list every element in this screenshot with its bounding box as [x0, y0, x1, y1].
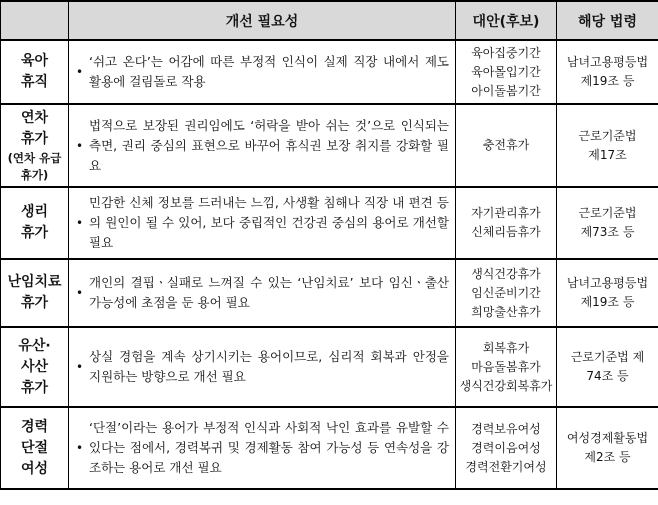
alt-line: 아이돌봄기간: [471, 83, 541, 98]
alt-line: 신체리듬휴가: [471, 225, 541, 239]
bullet-icon: •: [76, 65, 84, 79]
law-cell: [557, 407, 658, 489]
bullet-icon: •: [76, 360, 84, 374]
term-line: 난임치료: [7, 274, 62, 290]
term-line: 휴가: [20, 225, 49, 241]
alt-line: 경력보유여성: [471, 421, 541, 436]
law-line: 74조 등: [586, 369, 629, 383]
term-line: 휴직: [20, 74, 49, 90]
law-line: 제2조 등: [584, 450, 631, 464]
table-row: [1, 327, 658, 407]
need-text: 법적으로 보장된 권리임에도 ‘허락을 받아 쉬는 것’으로 인식되는 측면, 권리 중심의 표현으로 바꾸어 휴식권 보장 취지를 강화할 필요: [89, 117, 449, 173]
need-cell: [69, 104, 456, 187]
term-line: 육아: [20, 53, 49, 69]
bullet-icon: •: [76, 216, 84, 230]
law-line: 제19조 등: [580, 74, 635, 88]
header-alt: 대안(후보): [456, 1, 557, 40]
law-line: 제73조 등: [580, 225, 635, 239]
term-line: 여성: [20, 460, 49, 477]
alt-line: 희망출산휴가: [471, 304, 541, 319]
table-row: [1, 104, 658, 187]
bullet-icon: •: [76, 286, 84, 300]
alt-cell: [456, 407, 557, 489]
alt-line: 마음돌봄휴가: [471, 359, 541, 374]
alt-line: 임신준비기간: [471, 285, 541, 300]
law-cell: [557, 104, 658, 187]
law-cell: [557, 259, 658, 327]
alt-line: 생식건강회복휴가: [459, 378, 553, 393]
term-line: 유산·: [18, 337, 51, 354]
need-text: 민감한 신체 정보를 드러내는 느낌, 사생활 침해나 직장 내 편견 등의 원인이 될 수 있어, 보다 중립적인 건강권 중심의 용어로 개선할 필요: [89, 195, 449, 250]
need-text: 개인의 결핍ㆍ실패로 느껴질 수 있는 ‘난임치료’ 보다 임신ㆍ출산 가능성에 초점을 둔 용어 필요: [89, 275, 449, 310]
table-row: [1, 259, 658, 327]
term-sub-line: (연차 유급: [7, 150, 62, 165]
term-line: 경력: [20, 418, 49, 435]
need-cell: [69, 259, 456, 327]
alt-line: 충전휴가: [482, 138, 530, 152]
need-cell: [69, 407, 456, 489]
need-text: ‘쉬고 온다’는 어감에 따른 부정적 인식이 실제 직장 내에서 제도 활용에 걸림돌로 작용: [89, 54, 449, 89]
alt-line: 회복휴가: [482, 340, 530, 355]
table-row: [1, 40, 658, 104]
term-line: 휴가: [20, 295, 49, 311]
alt-cell: [456, 40, 557, 104]
law-line: 제19조 등: [580, 295, 635, 309]
term-cell: [1, 407, 69, 489]
need-text: 상실 경험을 계속 상기시키는 용어이므로, 심리적 회복과 안정을 지원하는 방향으로 개선 필요: [89, 349, 449, 384]
law-line: 근로기준법: [578, 128, 637, 143]
bullet-icon: •: [76, 441, 84, 455]
alt-line: 경력이음여성: [471, 440, 541, 455]
alt-line: 경력전환기여성: [465, 459, 547, 474]
table-row: [1, 407, 658, 489]
need-cell: [69, 40, 456, 104]
alt-line: 자기관리휴가: [471, 206, 541, 220]
term-line: 생리: [20, 204, 49, 220]
need-cell: [69, 187, 456, 259]
bullet-icon: •: [76, 138, 84, 153]
header-law: 해당 법령: [557, 1, 658, 40]
law-line: 남녀고용평등법: [566, 276, 649, 290]
alt-cell: [456, 187, 557, 259]
law-line: 남녀고용평등법: [566, 55, 649, 69]
alt-line: 육아몰입기간: [471, 64, 541, 79]
alt-line: 육아집중기간: [471, 45, 541, 60]
law-cell: [557, 40, 658, 104]
table-row: [1, 187, 658, 259]
header-need: 개선 필요성: [69, 1, 456, 40]
alt-cell: [456, 104, 557, 187]
term-cell: [1, 187, 69, 259]
need-cell: [69, 327, 456, 407]
term-line: 휴가: [20, 379, 49, 396]
header-row: [1, 1, 658, 40]
term-cell: [1, 327, 69, 407]
law-line: 근로기준법: [578, 206, 637, 220]
term-cell: [1, 259, 69, 327]
term-cell: [1, 40, 69, 104]
term-cell: [1, 104, 69, 187]
term-line: 사산: [20, 358, 49, 375]
term-line: 단절: [20, 439, 49, 456]
alt-cell: [456, 259, 557, 327]
law-line: 근로기준법 제: [570, 350, 645, 364]
term-line: 연차: [20, 109, 49, 126]
header-term: [1, 1, 69, 40]
law-line: 여성경제활동법: [566, 431, 649, 445]
alt-cell: [456, 327, 557, 407]
term-line: 휴가: [20, 130, 49, 147]
law-line: 제17조: [588, 147, 627, 162]
need-text: ‘단절’이라는 용어가 부정적 인식과 사회적 낙인 효과를 유발할 수 있다는 점에서, 경력복귀 및 경제활동 참여 가능성 등 연속성을 강조하는 용어로 개선 필요: [89, 420, 449, 475]
term-sub-line: 휴가): [20, 167, 49, 182]
law-cell: [557, 327, 658, 407]
alt-line: 생식건강휴가: [471, 266, 541, 281]
law-cell: [557, 187, 658, 259]
